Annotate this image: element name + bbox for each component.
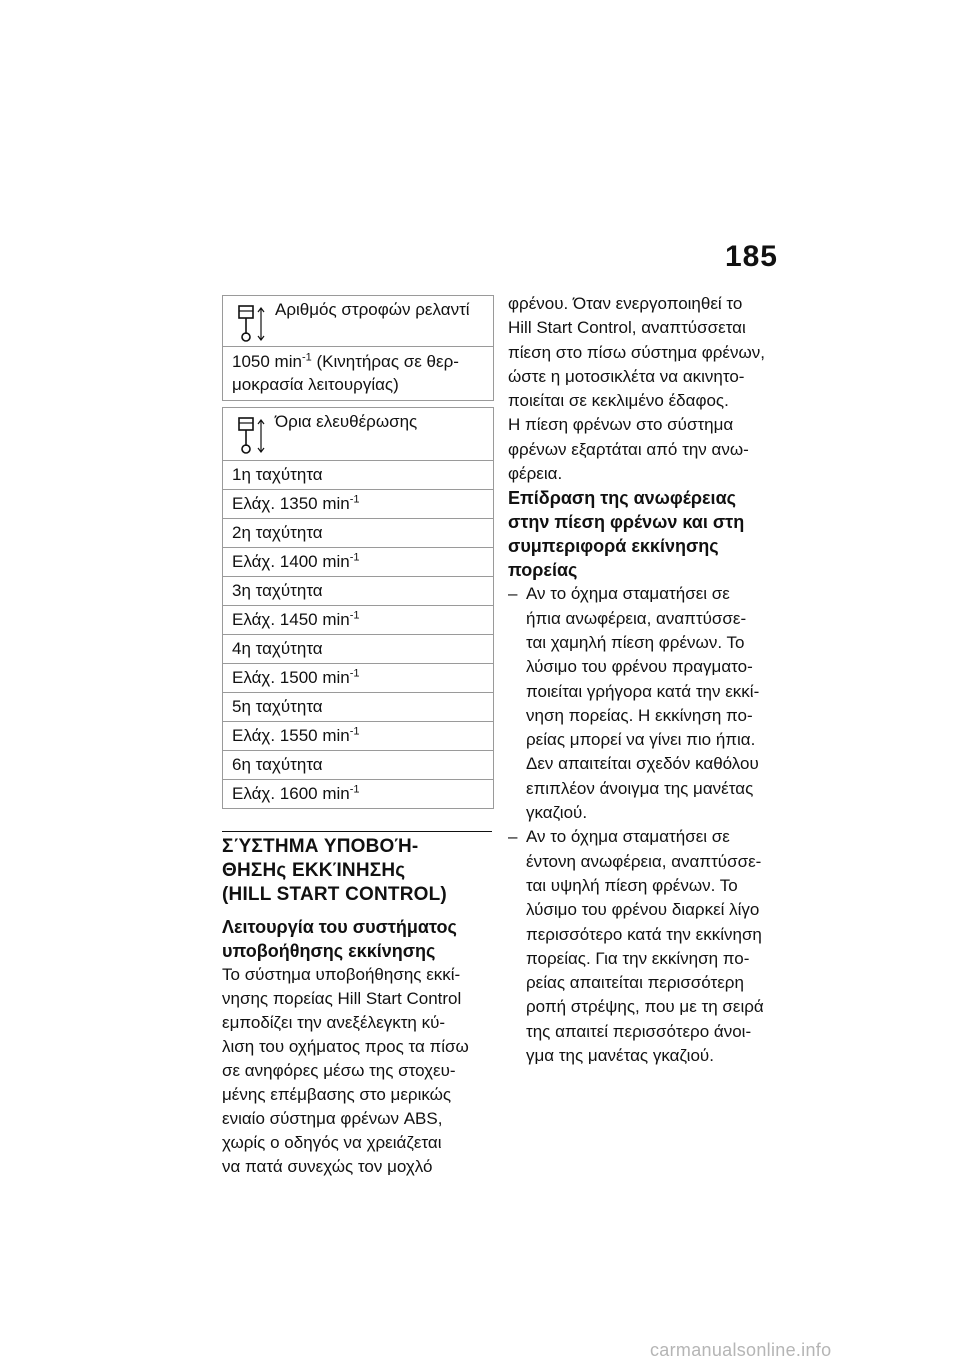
bullet-dash: –	[508, 827, 518, 847]
text-line: ται υψηλή πίεση φρένων. Το	[526, 875, 738, 895]
text-line: ποιείται σε κεκλιμένο έδαφος.	[508, 391, 729, 411]
text-line: γμα της μανέτας γκαζιού.	[526, 1046, 714, 1066]
gear-value: Ελάχ. 1450 min	[232, 610, 350, 629]
text-line: πορείας. Για την εκκίνηση πο-	[526, 948, 750, 968]
text-line: νηση πορείας. Η εκκίνηση πο-	[526, 705, 753, 725]
page-number: 185	[724, 240, 778, 273]
gear-label: 5η ταχύτητα	[223, 693, 493, 722]
bullet-item	[508, 825, 784, 1068]
gear-value-sup: -1	[349, 551, 360, 564]
gear-value-sup: -1	[349, 783, 360, 796]
text-line: της απαιτεί περισσότερο άνοι-	[526, 1021, 752, 1041]
spec-table-idle	[222, 295, 494, 401]
section-title	[222, 835, 492, 907]
gear-value-sup: -1	[349, 609, 360, 622]
subtitle-line: συμπεριφορά εκκίνησης	[508, 536, 719, 557]
gear-value: Ελάχ. 1600 min	[232, 784, 350, 803]
text-line: σε ανηφόρες μέσω της στοχευ-	[222, 1061, 456, 1080]
text-line: λύσιμο του φρένου πραγματο-	[526, 657, 753, 677]
bullet-dash: –	[508, 584, 518, 604]
gear-min-speed	[223, 722, 493, 751]
gear-min-speed	[223, 606, 493, 635]
gear-value: Ελάχ. 1550 min	[232, 726, 350, 745]
intro-paragraph	[222, 963, 492, 1179]
subtitle-line: Λειτουργία του συστήματος	[222, 917, 457, 937]
text-line: ώστε η μοτοσικλέτα να ακινητο-	[508, 366, 745, 386]
text-line: ήπια ανωφέρεια, αναπτύσσε-	[526, 608, 747, 628]
gear-min-speed	[223, 548, 493, 577]
right-column	[508, 292, 784, 1068]
gear-value-sup: -1	[349, 667, 360, 680]
section-title-line: ΘΗΣΗς ΕΚΚΊΝΗΣΗς	[222, 860, 406, 881]
text-line: φρένων εξαρτάται από την ανω-	[508, 439, 749, 459]
idle-value-line2: μοκρασία λειτουργίας)	[232, 375, 399, 394]
text-line: ενιαίο σύστημα φρένων ABS,	[222, 1109, 443, 1128]
gear-label: 1η ταχύτητα	[223, 461, 493, 490]
subtitle-line: στην πίεση φρένων και στη	[508, 512, 745, 533]
text-line: περισσότερο κατά την εκκίνηση	[526, 924, 762, 944]
subtitle-line: πορείας	[508, 560, 578, 581]
gear-min-speed	[223, 780, 493, 809]
gear-label: 3η ταχύτητα	[223, 577, 493, 606]
section-title-line: ΣΎΣΤΗΜΑ ΥΠΟΒΟΉ-	[222, 836, 419, 857]
text-line: φρένου. Όταν ενεργοποιηθεί το	[508, 294, 743, 313]
watermark: carmanualsonline.info	[650, 1340, 832, 1360]
text-line: έντονη ανωφέρεια, αναπτύσσε-	[526, 851, 762, 871]
text-line: γκαζιού.	[526, 803, 588, 823]
bullet-item	[508, 582, 784, 825]
subtitle-line: υποβοήθησης εκκίνησης	[222, 941, 436, 961]
text-line: φέρεια.	[508, 464, 563, 484]
gear-value: Ελάχ. 1350 min	[232, 494, 350, 513]
text-line: ποιείται γρήγορα κατά την εκκί-	[526, 681, 760, 701]
gear-label: 6η ταχύτητα	[223, 751, 493, 780]
text-line: ται χαμηλή πίεση φρένων. Το	[526, 632, 745, 652]
section-title-line: (HILL START CONTROL)	[222, 884, 447, 905]
continuation-paragraph	[508, 292, 784, 486]
spec-header-release	[223, 408, 493, 461]
subtitle-line: Επίδραση της ανωφέρειας	[508, 488, 736, 509]
engine-piston-icon	[235, 304, 267, 344]
text-line: ρείας μπορεί να γίνει πιο ήπια.	[526, 730, 756, 750]
text-line: πίεση στο πίσω σύστημα φρένων,	[508, 342, 765, 362]
engine-piston-icon	[235, 416, 267, 456]
gear-value: Ελάχ. 1500 min	[232, 668, 350, 687]
spec-header-idle	[223, 296, 493, 347]
release-limits-label: Όρια ελευθέρωσης	[275, 412, 418, 431]
spec-table-release	[222, 407, 494, 809]
section-divider	[222, 831, 492, 832]
text-line: Το σύστημα υποβοήθησης εκκί-	[222, 965, 461, 984]
text-line: να πατά συνεχώς τον μοχλό	[222, 1157, 433, 1176]
idle-value-sup: -1	[301, 351, 312, 364]
gear-value: Ελάχ. 1400 min	[232, 552, 350, 571]
gear-min-speed	[223, 664, 493, 693]
text-line: επιπλέον άνοιγμα της μανέτας	[526, 778, 754, 798]
function-subtitle	[222, 915, 492, 963]
gear-label: 4η ταχύτητα	[223, 635, 493, 664]
gear-label: 2η ταχύτητα	[223, 519, 493, 548]
text-line: Δεν απαιτείται σχεδόν καθόλου	[526, 754, 759, 774]
slope-effect-subtitle	[508, 486, 784, 582]
gear-min-speed	[223, 490, 493, 519]
text-line: νησης πορείας Hill Start Control	[222, 989, 462, 1008]
gear-value-sup: -1	[349, 493, 360, 506]
text-line: ροπή στρέψης, που με τη σειρά	[526, 997, 764, 1017]
idle-value-rest: (Κινητήρας σε θερ-	[311, 352, 459, 371]
gear-value-sup: -1	[349, 725, 360, 738]
text-line: μένης επέμβασης στο μερικώς	[222, 1085, 452, 1104]
text-line: Η πίεση φρένων στο σύστημα	[508, 415, 734, 435]
idle-value-main: 1050 min	[232, 352, 302, 371]
text-line: εμποδίζει την ανεξέλεγκτη κύ-	[222, 1013, 446, 1032]
text-line: λύσιμο του φρένου διαρκεί λίγο	[526, 900, 760, 920]
text-line: ρείας απαιτείται περισσότερη	[526, 973, 744, 993]
left-column	[222, 295, 492, 1179]
text-line: λιση του οχήματος προς τα πίσω	[222, 1037, 469, 1056]
idle-speed-label: Αριθμός στροφών ρελαντί	[275, 300, 470, 319]
text-line: Hill Start Control, αναπτύσσεται	[508, 318, 746, 338]
text-line: Αν το όχημα σταματήσει σε	[526, 584, 730, 604]
text-line: Αν το όχημα σταματήσει σε	[526, 827, 730, 847]
idle-speed-value	[223, 347, 493, 401]
text-line: χωρίς ο οδηγός να χρειάζεται	[222, 1133, 442, 1152]
